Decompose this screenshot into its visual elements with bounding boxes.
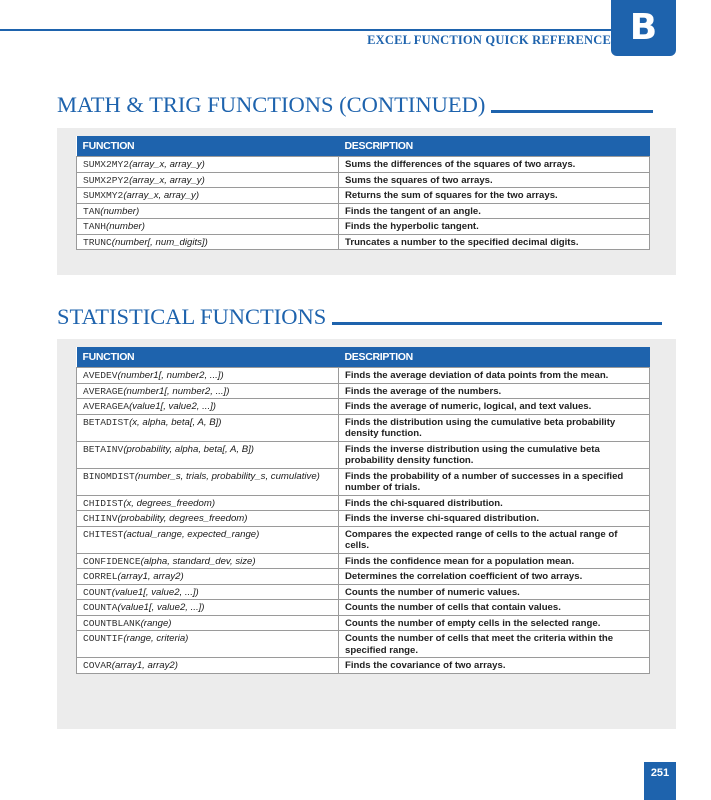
function-name: TRUNC (83, 236, 112, 248)
function-signature-cell (77, 188, 339, 204)
table-row (77, 172, 650, 188)
function-signature-cell (77, 526, 339, 553)
table-header-row (77, 347, 650, 368)
section-rule (491, 110, 653, 113)
function-arguments: (array1, array2) (117, 571, 184, 582)
function-description: Finds the average of numeric, logical, and text values. (339, 399, 650, 415)
function-name: AVEDEV (83, 370, 118, 381)
function-signature-cell (77, 383, 339, 399)
statistical-table-panel (57, 339, 676, 729)
statistical-functions-table (76, 347, 650, 674)
function-arguments: (actual_range, expected_range) (123, 528, 260, 540)
function-arguments: (value1[, value2, ...]) (117, 602, 205, 613)
function-name: BINOMDIST (83, 470, 135, 482)
table-row (77, 526, 650, 553)
section-rule (332, 322, 662, 325)
function-signature-cell (77, 631, 339, 658)
running-header: EXCEL FUNCTION QUICK REFERENCE (367, 33, 611, 47)
header-rule (0, 29, 612, 31)
function-arguments: (x, degrees_freedom) (123, 497, 216, 509)
function-signature-cell (77, 399, 339, 415)
function-name: COUNTA (83, 602, 118, 613)
function-name: SUMXMY2 (83, 190, 124, 201)
function-signature-cell (77, 414, 339, 441)
function-description: Finds the confidence mean for a population mean. (339, 553, 650, 569)
table-row (77, 658, 650, 674)
function-name: CONFIDENCE (83, 555, 141, 567)
table-row (77, 219, 650, 235)
function-arguments: (value1[, value2, ...]) (129, 401, 216, 412)
math-table-panel (57, 128, 676, 275)
table-row (77, 631, 650, 658)
function-signature-cell (77, 569, 339, 585)
function-name: AVERAGE (83, 385, 124, 397)
column-header-function: FUNCTION (77, 347, 339, 368)
function-name: TAN (83, 205, 101, 217)
function-arguments: (probability, alpha, beta[, A, B]) (123, 443, 254, 455)
function-signature-cell (77, 600, 339, 616)
function-description: Finds the distribution using the cumulative beta probability density function. (339, 414, 650, 441)
function-name: AVERAGEA (83, 401, 130, 412)
table-row (77, 584, 650, 600)
table-row (77, 188, 650, 204)
function-arguments: (array_x, array_y) (129, 174, 205, 186)
function-signature-cell (77, 584, 339, 600)
function-description: Counts the number of cells that meet the criteria within the specified range. (339, 631, 650, 658)
function-name: TANH (83, 221, 107, 232)
function-signature-cell (77, 441, 339, 468)
function-arguments: (range, criteria) (123, 633, 189, 644)
table-row (77, 383, 650, 399)
function-description: Finds the average of the numbers. (339, 383, 650, 399)
function-description: Compares the expected range of cells to the actual range of cells. (339, 526, 650, 553)
function-name: COVAR (83, 660, 112, 671)
page-number: 251 (644, 762, 676, 800)
function-name: BETAINV (83, 443, 124, 455)
column-header-description: DESCRIPTION (339, 136, 650, 157)
function-arguments: (number_s, trials, probability_s, cumulative) (134, 470, 320, 482)
table-row (77, 157, 650, 173)
function-signature-cell (77, 658, 339, 674)
section-title-statistical (57, 304, 662, 330)
function-arguments: (range) (140, 617, 172, 629)
function-name: CHIINV (83, 513, 118, 524)
function-name: BETADIST (83, 416, 130, 428)
function-name: COUNTIF (83, 633, 124, 644)
column-header-function: FUNCTION (77, 136, 339, 157)
section-title-math (57, 92, 653, 118)
function-description: Finds the hyperbolic tangent. (339, 219, 650, 235)
function-description: Finds the inverse chi-squared distribution. (339, 511, 650, 527)
function-arguments: (number[, num_digits]) (111, 236, 208, 248)
table-row (77, 399, 650, 415)
function-arguments: (number1[, number2, ...]) (117, 370, 224, 381)
function-signature-cell (77, 172, 339, 188)
function-arguments: (array1, array2) (111, 660, 178, 671)
function-name: CHIDIST (83, 497, 124, 509)
function-signature-cell (77, 368, 339, 384)
function-name: CHITEST (83, 528, 124, 540)
table-row (77, 368, 650, 384)
function-signature-cell (77, 219, 339, 235)
table-row (77, 203, 650, 219)
function-name: CORREL (83, 571, 118, 582)
function-arguments: (probability, degrees_freedom) (117, 513, 248, 524)
math-table-body (77, 157, 650, 250)
function-description: Finds the chi-squared distribution. (339, 495, 650, 511)
function-signature-cell (77, 511, 339, 527)
function-description: Finds the probability of a number of successes in a specified number of trials. (339, 468, 650, 495)
function-name: COUNT (83, 586, 112, 598)
function-arguments: (alpha, standard_dev, size) (140, 555, 256, 567)
function-description: Counts the number of numeric values. (339, 584, 650, 600)
function-arguments: (x, alpha, beta[, A, B]) (129, 416, 222, 428)
function-description: Finds the average deviation of data points from the mean. (339, 368, 650, 384)
table-row (77, 414, 650, 441)
function-signature-cell (77, 157, 339, 173)
function-name: SUMX2MY2 (83, 159, 130, 170)
function-signature-cell (77, 468, 339, 495)
table-row (77, 553, 650, 569)
section-title-statistical-text: STATISTICAL FUNCTIONS (57, 304, 327, 329)
function-description: Sums the differences of the squares of two arrays. (339, 157, 650, 173)
function-signature-cell (77, 553, 339, 569)
table-row (77, 600, 650, 616)
function-name: COUNTBLANK (83, 617, 141, 629)
function-description: Counts the number of empty cells in the selected range. (339, 615, 650, 631)
function-description: Counts the number of cells that contain values. (339, 600, 650, 616)
table-header-row (77, 136, 650, 157)
function-description: Finds the tangent of an angle. (339, 203, 650, 219)
function-arguments: (value1[, value2, ...]) (111, 586, 199, 598)
function-signature-cell (77, 495, 339, 511)
function-arguments: (number) (106, 221, 145, 232)
function-description: Determines the correlation coefficient of two arrays. (339, 569, 650, 585)
table-row (77, 234, 650, 250)
function-arguments: (array_x, array_y) (123, 190, 200, 201)
function-signature-cell (77, 234, 339, 250)
function-signature-cell (77, 615, 339, 631)
function-description: Returns the sum of squares for the two arrays. (339, 188, 650, 204)
section-title-math-text: MATH & TRIG FUNCTIONS (CONTINUED) (57, 92, 486, 117)
table-row (77, 441, 650, 468)
function-arguments: (number) (100, 205, 140, 217)
table-row (77, 468, 650, 495)
column-header-description: DESCRIPTION (339, 347, 650, 368)
table-row (77, 569, 650, 585)
function-description: Sums the squares of two arrays. (339, 172, 650, 188)
math-functions-table (76, 136, 650, 250)
function-arguments: (array_x, array_y) (129, 159, 205, 170)
table-row (77, 495, 650, 511)
function-description: Finds the covariance of two arrays. (339, 658, 650, 674)
function-signature-cell (77, 203, 339, 219)
table-row (77, 511, 650, 527)
table-row (77, 615, 650, 631)
statistical-table-body (77, 368, 650, 674)
appendix-tab: B (611, 0, 676, 56)
function-arguments: (number1[, number2, ...]) (123, 385, 230, 397)
function-description: Finds the inverse distribution using the cumulative beta probability density function. (339, 441, 650, 468)
function-name: SUMX2PY2 (83, 174, 130, 186)
function-description: Truncates a number to the specified decimal digits. (339, 234, 650, 250)
